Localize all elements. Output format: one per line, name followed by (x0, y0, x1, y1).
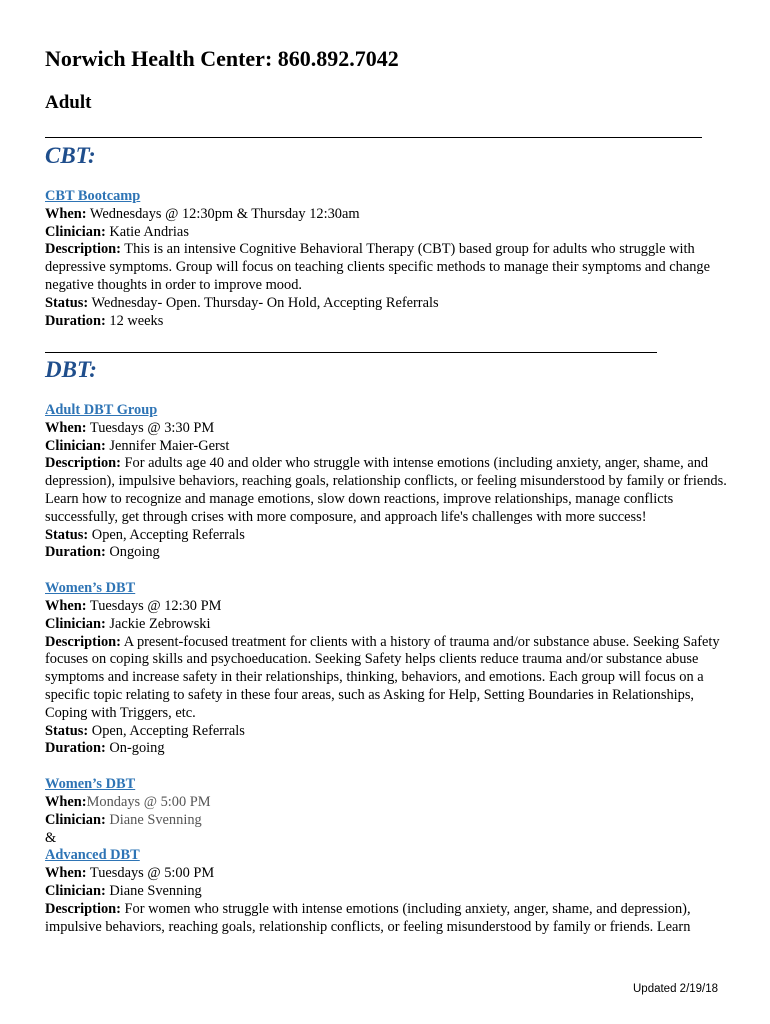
group-link-adult-dbt[interactable]: Adult DBT Group (45, 402, 158, 418)
duration-value: On-going (109, 740, 165, 757)
description-value: For women who struggle with intense emotions (including anxiety, anger, shame, and depression), impulsive behaviors, reaching goals, relationship conflicts, or feeling misunderstood by family or friends. Learn (45, 900, 691, 935)
status-value: Wednesday- Open. Thursday- On Hold, Accepting Referrals (91, 294, 439, 311)
status-label: Status: (45, 294, 89, 311)
group-link-cbt-bootcamp[interactable]: CBT Bootcamp (45, 188, 141, 204)
status-label: Status: (45, 526, 89, 543)
clinician-label: Clinician: (45, 615, 106, 632)
duration-value: 12 weeks (109, 312, 164, 329)
clinician-value: Diane Svenning (109, 811, 202, 828)
clinician-label: Clinician: (45, 811, 106, 828)
clinician-value: Jackie Zebrowski (109, 615, 211, 632)
when-label: When: (45, 865, 87, 882)
footer-updated-date: Updated 2/19/18 (633, 983, 719, 995)
divider (45, 352, 657, 353)
section-heading-dbt: DBT: (45, 357, 97, 382)
when-value: Mondays @ 5:00 PM (86, 793, 211, 810)
when-label: When: (45, 597, 87, 614)
description-value: A present-focused treatment for clients with a history of trauma and/or substance abuse. Seeking Safety focuses on coping skills and psychoeducation. Seeking Safety helps clients reduce trauma and/or substance abuse symptoms and increase safety in their relationships, thinking, behaviors, and emotions. Each group will focus on a specific topic relating to safety in these four areas, such as Asking for Help, Setting Boundaries in Relationships, Coping with Triggers, etc. (45, 633, 720, 721)
status-value: Open, Accepting Referrals (91, 722, 245, 739)
description-value: This is an intensive Cognitive Behavioral Therapy (CBT) based group for adults who struggle with depressive symptoms. Group will focus on teaching clients specific methods to manage their symptoms and change negative thoughts in order to improve mood. (45, 241, 711, 293)
clinician-value: Diane Svenning (109, 882, 202, 899)
when-label: When: (45, 793, 87, 810)
page-subtitle: Adult (45, 92, 92, 113)
status-value: Open, Accepting Referrals (91, 526, 245, 543)
group-link-womens-dbt[interactable]: Women’s DBT (45, 776, 136, 793)
divider (45, 137, 702, 138)
group-link-advanced-dbt[interactable]: Advanced DBT (45, 847, 140, 864)
clinician-value: Katie Andrias (109, 223, 189, 240)
description-value: For adults age 40 and older who struggle with intense emotions (including anxiety, anger, shame, and depression), impulsive behaviors, reaching goals, relationship conflicts, or feeling misunderstood by family or friends. Learn how to recognize and manage emotions, slow down reactions, improve relationships, manage conflicts successfully, get through crises with more composure, and approach life's challenges with more success! (45, 455, 727, 525)
description-label: Description: (45, 455, 121, 472)
dbt-section (45, 402, 729, 936)
clinician-value: Jennifer Maier-Gerst (109, 437, 230, 454)
group-link-womens-dbt[interactable]: Women’s DBT (45, 580, 136, 597)
duration-label: Duration: (45, 312, 106, 329)
cbt-section (45, 188, 729, 330)
description-label: Description: (45, 241, 121, 258)
clinician-label: Clinician: (45, 223, 106, 240)
when-value: Tuesdays @ 12:30 PM (89, 597, 222, 614)
duration-value: Ongoing (109, 544, 160, 561)
clinician-label: Clinician: (45, 882, 106, 899)
section-heading-cbt: CBT: (45, 143, 96, 168)
description-label: Description: (45, 633, 121, 650)
when-label: When: (45, 419, 87, 436)
when-value: Wednesdays @ 12:30pm & Thursday 12:30am (89, 205, 360, 222)
description-label: Description: (45, 900, 121, 917)
status-label: Status: (45, 722, 89, 739)
when-value: Tuesdays @ 3:30 PM (89, 419, 215, 436)
when-label: When: (45, 205, 87, 222)
page-title: Norwich Health Center: 860.892.7042 (45, 46, 399, 71)
duration-label: Duration: (45, 544, 106, 561)
clinician-label: Clinician: (45, 437, 106, 454)
joiner-ampersand: & (45, 829, 57, 846)
when-value: Tuesdays @ 5:00 PM (89, 865, 215, 882)
duration-label: Duration: (45, 740, 106, 757)
